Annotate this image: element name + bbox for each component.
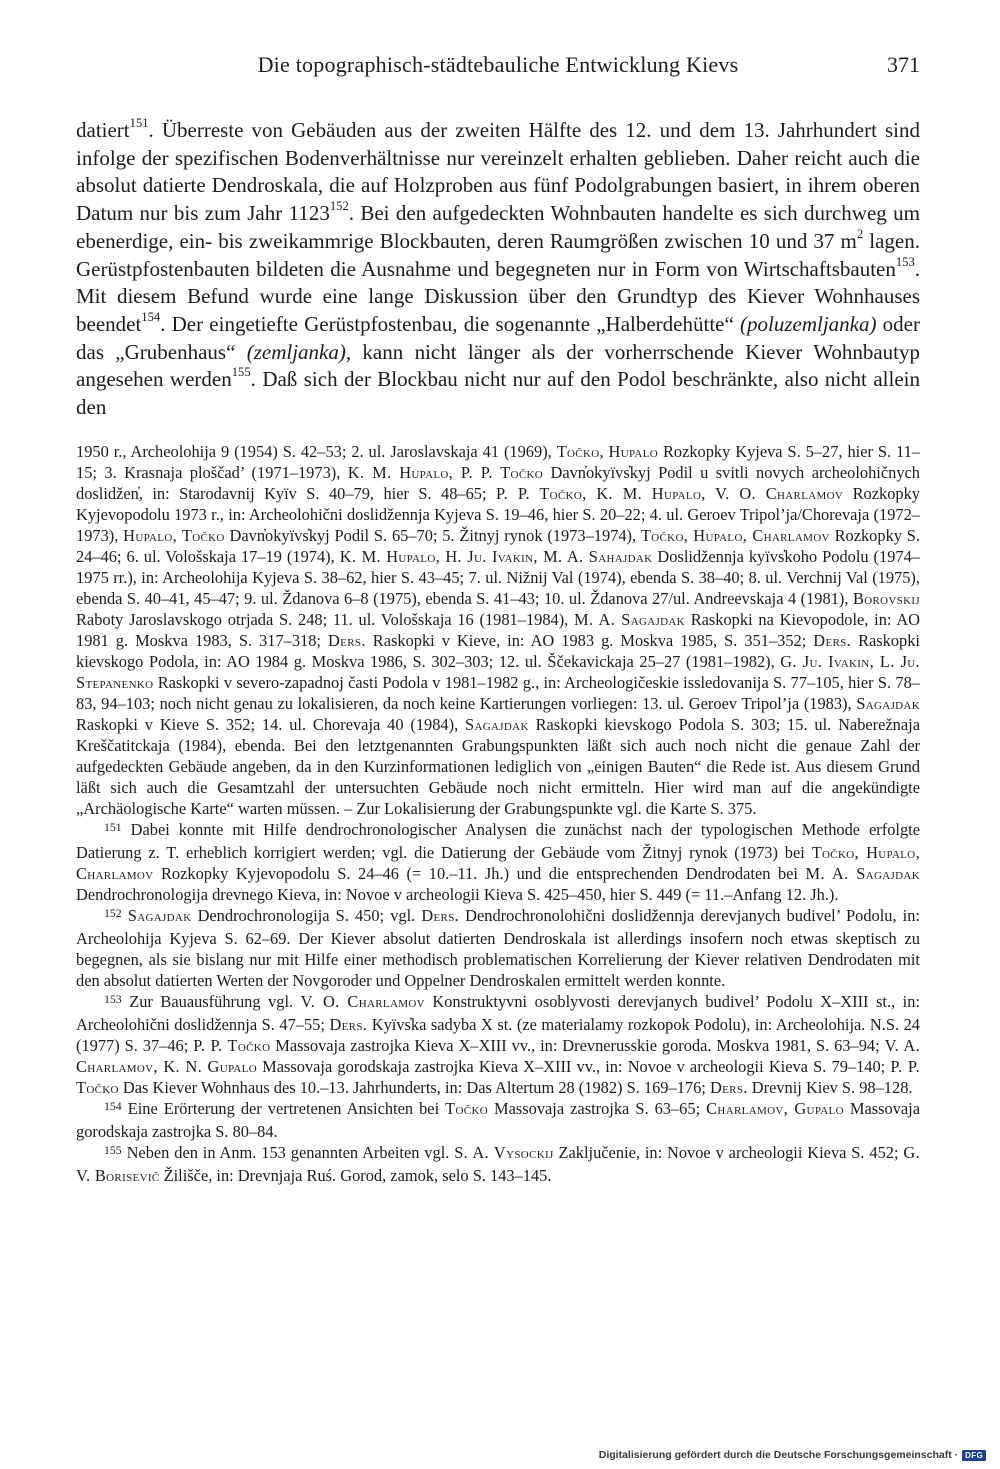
footnote-number: 151	[104, 819, 122, 834]
note-text: 1950 r., Archeolohija 9 (1954) S. 42–53; 2. ul. Jaroslavskaja 41 (1969),	[76, 442, 557, 461]
author-name: Hupalo	[608, 442, 659, 461]
note-text: Dendrochronologija S. 450; vgl.	[191, 906, 422, 925]
note-text: Massovaja gorodskaja zastrojka S. 80–84.	[76, 1099, 921, 1141]
note-text: Rozkopky Kyjevopodolu 1973 r., in: Archeolohični doslidžennja Kyjeva S. 19–46, hier S. 20–22; 4. ul. Geroev Tripol’ja/Chorevaja (1972–1973),	[76, 484, 920, 545]
footnote-154	[76, 1098, 920, 1142]
footnote-ref-152[interactable]: 152	[329, 199, 349, 214]
note-text: Davn̓okyïvs̓kyj Podil u svitli novych archeolohičnych doslidžen̓, in: Starodavnij Kyïv S. 40–79, hier S. 48–65;	[76, 463, 921, 503]
footnotes	[76, 441, 920, 1186]
author-name: Ders.	[329, 1015, 368, 1034]
body-text: datiert	[76, 118, 130, 142]
footnote-153	[76, 991, 920, 1098]
note-text: Raskopki v Kieve, in: AO 1983 g. Moskva 1985, S. 351–352;	[365, 631, 814, 650]
note-text: Žilišče, in: Drevnjaja Ruś. Gorod, zamok, selo S. 143–145.	[159, 1166, 552, 1185]
main-text	[76, 117, 920, 422]
footnote-ref-153[interactable]: 153	[895, 254, 915, 269]
author-name: Charlamov, Gupalo	[706, 1099, 844, 1118]
note-text: Raskopki kievskogo Podola S. 303; 15. ul. Naberežnaja Kreščatitckaja (1984), ebenda. Bei den letztgenannten Grabungspunkten läßt sich auch noch nicht die genaue Zahl der aufgedeckten Gebäude angeben, da in den Kurzinformationen lediglich von „einigen Bauten“ die Rede ist. Aus diesem Grund läßt sich auch die Gesamtzahl der untersuchten Gebäude noch nicht ermitteln. Hier wird man auf die angekündigte „Archäologische Karte“ warten müssen. – Zur Lokalisierung der Grabungspunkte vgl. die Karte S. 375.	[76, 715, 920, 818]
note-text: Rozkopky Kyjeva S. 5–27, hier S. 11–15; 3. Krasnaja ploščad’ (1971–1973),	[76, 442, 920, 482]
note-text: Rozkopky Kyjevopodolu S. 24–46 (= 10.–11. Jh.) und die entsprechenden Dendrodaten bei	[153, 864, 806, 883]
footnote-continuation	[76, 441, 920, 819]
author-name: P. P. Točko	[76, 1057, 920, 1097]
note-text: Raskopki kievskogo Podola, in: AO 1984 g. Moskva 1986, S. 302–303; 12. ul. Ščekavickaja 25–27 (1981–1982),	[76, 631, 920, 671]
footnote-number: 152	[104, 905, 122, 920]
note-text: Raskopki na Kievopodole, in: AO 1981 g. Moskva 1983, S. 317–318;	[76, 610, 920, 650]
author-name: Ders.	[328, 631, 366, 650]
note-text: Doslidžennja kyïvs̓koho Podolu (1974–1975 rr.), in: Archeolohija Kyjeva S. 38–62, hier S. 43–45; 7. ul. Nižnij Val (1974), ebenda S. 38–40; 8. ul. Verchnij Val (1975), ebenda S. 40–41, 45–47; 9. ul. Ždanova 6–8 (1975), ebenda S. 41–43; 10. ul. Ždanova 27/ul. Andreevskaja 4 (1981),	[76, 547, 920, 608]
footnote-number: 155	[104, 1142, 122, 1157]
footnote-151	[76, 819, 920, 905]
note-text: Neben den in Anm. 153 genannten Arbeiten vgl.	[121, 1143, 455, 1162]
note-text: Rozkopky S. 24–46; 6. ul. Vološskaja 17–19 (1974),	[76, 526, 920, 566]
footnote-ref-154[interactable]: 154	[141, 310, 161, 325]
note-text: Drevnij Kiev S. 98–128.	[747, 1078, 913, 1097]
body-text: . Mit diesem Befund wurde eine lange Diskussion über den Grundtyp des Kiever Wohnhauses beendet	[76, 256, 920, 336]
author-name: Ders.	[421, 906, 460, 925]
running-title: Die topographisch-städtebauliche Entwicklung Kievs	[257, 52, 739, 77]
author-name: G. V. Borisevič	[76, 1143, 921, 1185]
author-name: Točko, Hupalo, Charlamov	[640, 526, 830, 545]
running-header	[76, 52, 920, 92]
note-text: Dendrochronologija drevnego Kieva, in: Novoe v archeologii Kieva S. 425–450, hier S. 449 (= 11.–Anfang 12. Jh.).	[76, 885, 839, 904]
note-text: Raskopki v severo-zapadnoj časti Podola v 1981–1982 g., in: Archeologičeskie issledovanija S. 77–105, hier S. 78–83, 94–103; noch nicht genau zu lokalisieren, da noch keine Kartierungen vorliegen: 13. ul. Geroev Tripol’ja (1983),	[76, 673, 920, 713]
dfg-logo: DFG	[962, 1450, 986, 1461]
author-name: Točko	[556, 442, 600, 461]
footnote-number: 154	[104, 1098, 122, 1113]
note-text: Raskopki v Kieve S. 352; 14. ul. Chorevaja 40 (1984),	[76, 715, 466, 734]
author-name: Hupalo, Točko	[123, 526, 225, 545]
footnote-155	[76, 1142, 920, 1186]
note-text: Kyïvs̓ka sadyba X st. (ze materialamy rozkopok Podolu), in: Archeolohija. N.S. 24 (1977) S. 37–46;	[76, 1015, 920, 1055]
author-name: V. O. Charlamov	[300, 992, 425, 1011]
author-name: Ders.	[813, 631, 852, 650]
note-text: Zaključenie, in: Novoe v archeologii Kieva S. 452;	[553, 1143, 904, 1162]
author-name: K. M. Hupalo, P. P. Točko	[347, 463, 544, 482]
page-number: 371	[887, 52, 920, 77]
note-text: Zur Bauausführung vgl.	[121, 992, 301, 1011]
body-text: . Überreste von Gebäuden aus der zweiten Hälfte des 12. und dem 13. Jahrhundert sind infolge der spezifischen Bodenverhältnisse nur vereinzelt erhalten geblieben. Daher reicht auch die absolut datierte Dendroskala, die auf Holzproben aus fünf Podolgrabungen basiert, in ihrem oberen Datum nur bis zum Jahr 1123	[76, 118, 920, 226]
body-text: . Bei den aufgedeckten Wohnbauten handelte es sich durchweg um ebenerdige, ein- bis zweikammrige Blockbauten, deren Raumgrößen zwischen 10 und 37 m	[76, 201, 920, 253]
italic-term: (poluzemljanka)	[740, 311, 877, 336]
note-text: Das Kiever Wohnhaus des 10.–13. Jahrhunderts, in: Das Altertum 28 (1982) S. 169–176;	[118, 1078, 710, 1097]
note-text: Massovaja zastrojka S. 63–65;	[488, 1099, 707, 1118]
body-text: . Daß sich der Blockbau nicht nur auf den Podol beschränkte, also nicht allein den	[76, 367, 920, 420]
author-name: S. A. Vysockij	[454, 1143, 554, 1162]
footnote-number: 153	[104, 991, 122, 1006]
note-text: Massovaja zastrojka Kieva X–XIII vv., in: Drevnerusskie goroda. Moskva 1981, S. 63–94;	[270, 1036, 885, 1055]
footer-text: Digitalisierung gefördert durch die Deutsche Forschungsgemeinschaft ·	[598, 1449, 959, 1461]
author-name: M. A. Sagajdak	[805, 864, 920, 883]
footnote-ref-155[interactable]: 155	[231, 365, 251, 380]
author-name: M. A. Sagajdak	[574, 610, 685, 629]
note-text: Dendrochronolohični doslidžennja derevjanych budivel’ Podolu, in: Archeolohija Kyjeva S. 62–69. Der Kiever absolut datierten Dendroskala ist allerdings insofern noch etwas skeptisch zu begegnen, als sie bislang nur mit Hilfe einer methodisch problematischen Korrelierung der Kiever relativen Dendrodaten mit den absolut datierten Werten der Novgoroder und Oppelner Dendroskalen ermittelt werden konnte.	[76, 906, 920, 990]
author-name: Ders.	[709, 1078, 748, 1097]
body-text: oder das „Grubenhaus“	[76, 311, 920, 364]
body-text: . Der eingetiefte Gerüstpfostenbau, die sogenannte „Halberdehütte“	[160, 311, 740, 336]
body-text: lagen. Gerüstpfostenbauten bildeten die Ausnahme und begegneten nur in Form von Wirtschaftsbauten	[76, 228, 920, 281]
body-text: kann nicht länger als der vorherrschende Kiever Wohnbautyp angesehen werden	[76, 339, 921, 392]
author-name: Točko, Hupalo, Charlamov	[76, 843, 920, 883]
note-text: Raboty Jaroslavskogo otrjada S. 248; 11. ul. Vološskaja 16 (1981–1984),	[76, 610, 575, 629]
author-name: Sagajdak	[127, 906, 192, 925]
note-text: Konstruktyvni osoblyvosti derevjanych budivel’ Podolu X–XIII st., in: Archeolohični doslidžennja S. 47–55;	[76, 992, 920, 1034]
author-name: Točko	[445, 1099, 488, 1118]
note-text: Dabei konnte mit Hilfe dendrochronologischer Analysen die zunächst nach der typologischen Methode erfolgte Datierung z. T. erheblich korrigiert werden; vgl. die Datierung der Gebäude vom Žitnyj rynok (1973) bei	[76, 820, 920, 862]
note-text: Davn̓okyïvs̓kyj Podil S. 65–70; 5. Žitnyj rynok (1973–1974),	[224, 526, 641, 545]
italic-term: (zemljanka),	[246, 339, 352, 364]
digitization-footer	[599, 1448, 986, 1462]
author-name: Borovskij	[852, 589, 920, 608]
author-name: Sagajdak	[465, 715, 529, 734]
footnote-ref-151[interactable]: 151	[129, 116, 149, 131]
author-name: Sagajdak	[856, 694, 920, 713]
footnote-152	[76, 905, 920, 991]
superscript-2: 2	[856, 226, 864, 241]
note-text: Massovaja gorodskaja zastrojka Kieva X–XIII vv., in: Novoe v archeologii Kieva S. 79–140;	[257, 1057, 891, 1076]
author-name: G. Ju. Ivakin, L. Ju. Stepanenko	[76, 652, 920, 692]
author-name: P. P. Točko, K. M. Hupalo, V. O. Charlamov	[496, 484, 844, 503]
note-text: ,	[599, 442, 609, 461]
author-name: K. M. Hupalo, H. Ju. Ivakin, M. A. Sahajdak	[339, 547, 653, 566]
author-name: P. P. Točko	[193, 1036, 271, 1055]
note-text: Eine Erörterung der vertretenen Ansichten bei	[121, 1099, 446, 1118]
author-name: V. A. Charlamov, K. N. Gupalo	[76, 1036, 920, 1076]
